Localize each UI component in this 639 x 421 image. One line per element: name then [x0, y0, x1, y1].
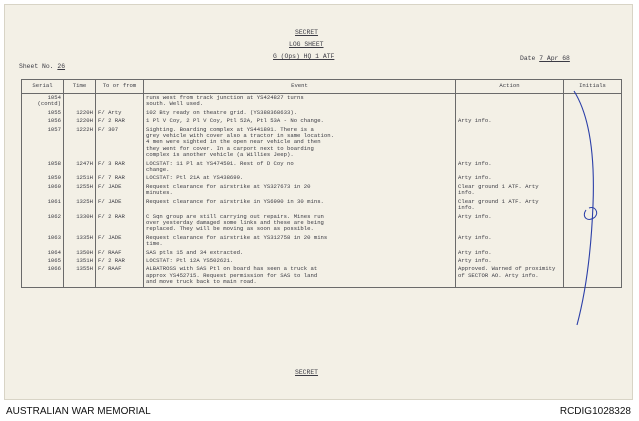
log-row: [22, 109, 622, 117]
col-initials-header: Initials: [564, 80, 622, 94]
event-cell: LOCSTAT: 11 Pl at YS474501. Rest of D Coy no change.: [144, 160, 456, 175]
initials-cell: [564, 213, 622, 234]
log-row: [22, 198, 622, 213]
log-row: [22, 265, 622, 287]
to-from-cell: F/ 7 RAR: [96, 174, 144, 182]
col-time-header: Time: [64, 80, 96, 94]
serial-cell: 1059: [22, 174, 64, 182]
log-row: [22, 249, 622, 257]
initials-cell: [564, 109, 622, 117]
initials-cell: [564, 117, 622, 125]
sheet-number: [19, 63, 65, 70]
serial-cell: 1055: [22, 109, 64, 117]
to-from-cell: F/ JADE: [96, 234, 144, 249]
action-cell: Arty info.: [456, 249, 564, 257]
initials-cell: [564, 249, 622, 257]
classification-top: SECRET: [295, 29, 319, 36]
col-serial-header: Serial: [22, 80, 64, 94]
unit-line: G (Ops) HQ 1 ATF: [273, 53, 335, 60]
time-cell: 1220H: [64, 109, 96, 117]
event-cell: LOCSTAT: Ptl 12A YS502621.: [144, 257, 456, 265]
event-cell: Request clearance for airstrike at YS327673 in 20 minutes.: [144, 183, 456, 198]
time-cell: 1247H: [64, 160, 96, 175]
col-to-from-header: To or from: [96, 80, 144, 94]
time-cell: 1351H: [64, 257, 96, 265]
to-from-cell: [96, 94, 144, 109]
time-cell: 1335H: [64, 234, 96, 249]
to-from-cell: F/ RAAF: [96, 265, 144, 287]
initials-cell: [564, 126, 622, 160]
action-cell: Arty info.: [456, 234, 564, 249]
date-value: 7 Apr 68: [539, 55, 570, 62]
log-row: [22, 174, 622, 182]
sheet-number-value: 26: [57, 63, 66, 70]
initials-cell: [564, 198, 622, 213]
action-cell: Approved. Warned of proximity of SECTOR AO. Arty info.: [456, 265, 564, 287]
initials-cell: [564, 183, 622, 198]
to-from-cell: F/ 307: [96, 126, 144, 160]
log-row: [22, 234, 622, 249]
to-from-cell: F/ JADE: [96, 198, 144, 213]
time-cell: 1355H: [64, 265, 96, 287]
action-cell: Arty info.: [456, 160, 564, 175]
action-cell: Arty info.: [456, 213, 564, 234]
initials-cell: [564, 234, 622, 249]
event-cell: LOCSTAT: Ptl 21A at YS438699.: [144, 174, 456, 182]
log-row: [22, 213, 622, 234]
log-table: [21, 79, 622, 288]
action-cell: Arty info.: [456, 257, 564, 265]
event-cell: C Sqn group are still carrying out repairs. Mines run over yesterday damaged some links and these are being replaced. They will be moving as soon as possible.: [144, 213, 456, 234]
serial-cell: 1065: [22, 257, 64, 265]
event-cell: SAS ptls 15 and 34 extracted.: [144, 249, 456, 257]
to-from-cell: F/ 2 RAR: [96, 213, 144, 234]
action-cell: Clear ground 1 ATF. Arty info.: [456, 198, 564, 213]
sheet-number-label: Sheet No.: [19, 63, 54, 70]
classification-bottom: SECRET: [295, 369, 319, 376]
action-cell: Arty info.: [456, 117, 564, 125]
time-cell: 1350H: [64, 249, 96, 257]
archive-name: AUSTRALIAN WAR MEMORIAL: [6, 406, 151, 417]
initials-cell: [564, 265, 622, 287]
log-sheet-paper: [4, 4, 633, 400]
serial-cell: 1060: [22, 183, 64, 198]
initials-cell: [564, 160, 622, 175]
serial-cell: 1062: [22, 213, 64, 234]
event-cell: runs west from track junction at YS424827 turns south. Well used.: [144, 94, 456, 109]
action-cell: [456, 94, 564, 109]
archive-record-id: RCDIG1028328: [559, 406, 631, 417]
action-cell: Clear ground 1 ATF. Arty info.: [456, 183, 564, 198]
serial-cell: 1061: [22, 198, 64, 213]
serial-cell: 1066: [22, 265, 64, 287]
event-cell: 102 Bty ready on theatre grid. (YS388368633).: [144, 109, 456, 117]
event-cell: Request clearance for airstrike at YS312758 in 20 mins time.: [144, 234, 456, 249]
time-cell: 1330H: [64, 213, 96, 234]
to-from-cell: F/ 3 RAR: [96, 160, 144, 175]
serial-cell: 1064: [22, 249, 64, 257]
event-cell: ALBATROSS with SAS Ptl on board has seen a truck at approx YS452715. Request permission for SAS to land and move truck back to main road.: [144, 265, 456, 287]
time-cell: [64, 94, 96, 109]
initials-cell: [564, 257, 622, 265]
log-table-header: [22, 80, 622, 94]
date-field: [520, 55, 570, 62]
date-label: Date: [520, 55, 536, 62]
time-cell: 1255H: [64, 183, 96, 198]
log-row: [22, 94, 622, 109]
initials-cell: [564, 94, 622, 109]
serial-cell: 1056: [22, 117, 64, 125]
time-cell: 1222H: [64, 126, 96, 160]
serial-cell: 1063: [22, 234, 64, 249]
to-from-cell: F/ 2 RAR: [96, 257, 144, 265]
time-cell: 1325H: [64, 198, 96, 213]
log-sheet-title: LOG SHEET: [289, 41, 324, 48]
event-cell: Request clearance for airstrike in YS6990 in 30 mins.: [144, 198, 456, 213]
initials-cell: [564, 174, 622, 182]
serial-cell: 1058: [22, 160, 64, 175]
serial-cell: 1057: [22, 126, 64, 160]
to-from-cell: F/ 2 RAR: [96, 117, 144, 125]
time-cell: 1251H: [64, 174, 96, 182]
action-cell: [456, 109, 564, 117]
archive-footer: [0, 401, 639, 421]
log-row: [22, 257, 622, 265]
time-cell: 1220H: [64, 117, 96, 125]
action-cell: [456, 126, 564, 160]
event-cell: Sighting. Boarding complex at YS441891. There is a grey vehicle with cover also a tractor in same location. 4 men were sighted in the open near vehicle and then they went for cover. In a carport next to boarding complex is another vehicle (a Willies Jeep).: [144, 126, 456, 160]
to-from-cell: F/ Arty: [96, 109, 144, 117]
log-table-body: [22, 94, 622, 288]
to-from-cell: F/ JADE: [96, 183, 144, 198]
log-row: [22, 160, 622, 175]
event-cell: 1 Pl V Coy, 2 Pl V Coy, Ptl 52A, Ptl 53A - No change.: [144, 117, 456, 125]
to-from-cell: F/ RAAF: [96, 249, 144, 257]
serial-cell: 1054 (contd): [22, 94, 64, 109]
log-row: [22, 126, 622, 160]
log-row: [22, 183, 622, 198]
col-event-header: Event: [144, 80, 456, 94]
log-row: [22, 117, 622, 125]
col-action-header: Action: [456, 80, 564, 94]
action-cell: Arty info.: [456, 174, 564, 182]
